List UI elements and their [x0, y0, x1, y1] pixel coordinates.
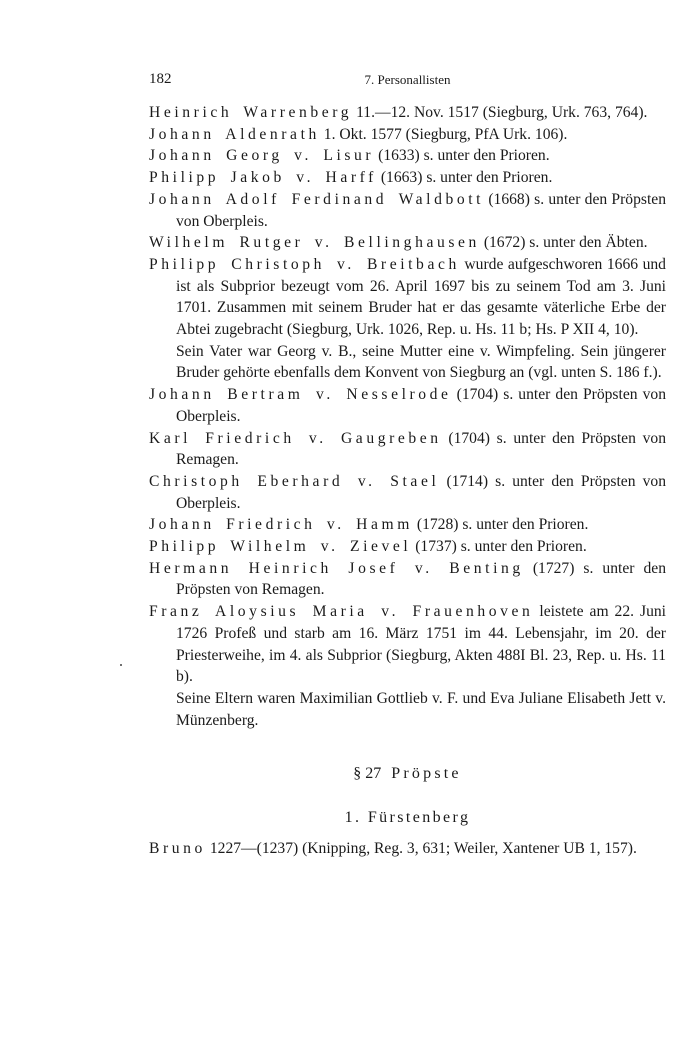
list-entry [149, 428, 666, 471]
entry-text: (1672) s. unter den Äbten. [483, 234, 648, 252]
entry-text: (1728) s. unter den Prioren. [416, 516, 589, 534]
entry-name: Philipp Christoph v. Breitbach [149, 255, 460, 273]
entry-text: 1. Okt. 1577 (Siegburg, PfA Urk. 106). [323, 125, 568, 143]
section-heading [149, 763, 666, 785]
list-entry [149, 189, 666, 232]
entry-name: Philipp Jakob v. Harff [149, 169, 377, 187]
entry-name: Johann Adolf Ferdinand Waldbott [149, 190, 485, 208]
list-entry [149, 167, 666, 189]
entry-text: (1714) s. unter den Pröpsten von Oberpleis. [176, 472, 666, 512]
list-entry [149, 514, 666, 536]
entry-text: 11.—12. Nov. 1517 (Siegburg, Urk. 763, 764). [356, 104, 648, 121]
entry-note: Sein Vater war Georg v. B., seine Mutter eine v. Wimpfeling. Sein jüngerer Bruder gehörte ebenfalls dem Konvent von Siegburg an (vgl. unten S. 186 f.). [176, 342, 666, 382]
entry-text: (1668) s. unter den Pröpsten von Oberpleis. [176, 190, 666, 230]
entry-text: 1227—(1237) (Knipping, Reg. 3, 631; Weiler, Xantener UB 1, 157). [209, 839, 637, 857]
entry-name: Johann Bertram v. Nesselrode [149, 386, 452, 404]
list-entry [149, 254, 666, 384]
entry-name: Bruno [149, 839, 206, 857]
entry-text: (1704) s. unter den Pröpsten von Oberpleis. [176, 386, 666, 425]
list-entry [149, 145, 666, 167]
list-entry [149, 384, 666, 427]
entry-name: Johann Georg v. Lisur [149, 147, 375, 165]
list-entry [149, 838, 666, 860]
entry-name: Karl Friedrich v. Gaugreben [149, 429, 442, 447]
entry-name: Johann Friedrich v. Hamm [149, 516, 413, 534]
list-entry [149, 124, 666, 146]
page-body [149, 102, 666, 860]
entry-name: Hermann Heinrich Josef v. Benting [149, 559, 524, 577]
subsection-heading: 1. Fürstenberg [344, 809, 471, 827]
list-entry [149, 232, 666, 254]
entry-name: Johann Aldenrath [149, 125, 320, 143]
entry-text: leistete am 22. Juni 1726 Profeß und starb am 16. März 1751 im 44. Lebensjahr, im 20. der Priesterweihe, im 4. als Subprior (Siegburg, Akten 488I Bl. 23, Rep. u. Hs. 11 b). [176, 603, 666, 686]
entry-text: (1663) s. unter den Prioren. [380, 169, 553, 187]
margin-mark [120, 664, 122, 666]
section-number: § 27 [353, 765, 382, 783]
entry-text: wurde aufgeschworen 1666 und ist als Subprior bezeugt vom 26. April 1697 bis zu seinem Tod am 3. Juni 1701. Zusammen mit seinem Bruder hat er das gesamte väterliche Erbe der Abtei zugebracht (Siegburg, Urk. 1026, Rep. u. Hs. 11 b; Hs. P XII 4, 10). [176, 255, 666, 339]
entry-text: (1633) s. unter den Prioren. [378, 147, 550, 165]
list-entry [149, 471, 666, 514]
page-number: 182 [149, 71, 172, 87]
entry-name: Heinrich Warrenberg [149, 104, 353, 121]
list-entry [149, 558, 666, 601]
list-entry [149, 102, 666, 124]
entry-name: Christoph Eberhard v. Stael [149, 472, 440, 490]
entry-text: (1704) s. unter den Pröpsten von Remagen. [176, 429, 667, 469]
entry-list [149, 102, 666, 731]
entry-text: (1737) s. unter den Prioren. [415, 538, 587, 556]
entry-name: Franz Aloysius Maria v. Frauenhoven [149, 603, 534, 621]
entry-note: Seine Eltern waren Maximilian Gottlieb v. F. und Eva Juliane Elisabeth Jett v. Münzenberg. [176, 689, 666, 729]
list-entry [149, 536, 666, 558]
section-title: Pröpste [391, 765, 462, 783]
entry-name: Philipp Wilhelm v. Zievel [149, 538, 412, 556]
entry-name: Wilhelm Rutger v. Bellinghausen [149, 234, 480, 252]
entry-text: (1727) s. unter den Pröpsten von Remagen. [176, 559, 666, 599]
list-entry [149, 601, 666, 731]
running-head: 7. Personallisten [364, 72, 451, 87]
page-header [149, 71, 666, 91]
